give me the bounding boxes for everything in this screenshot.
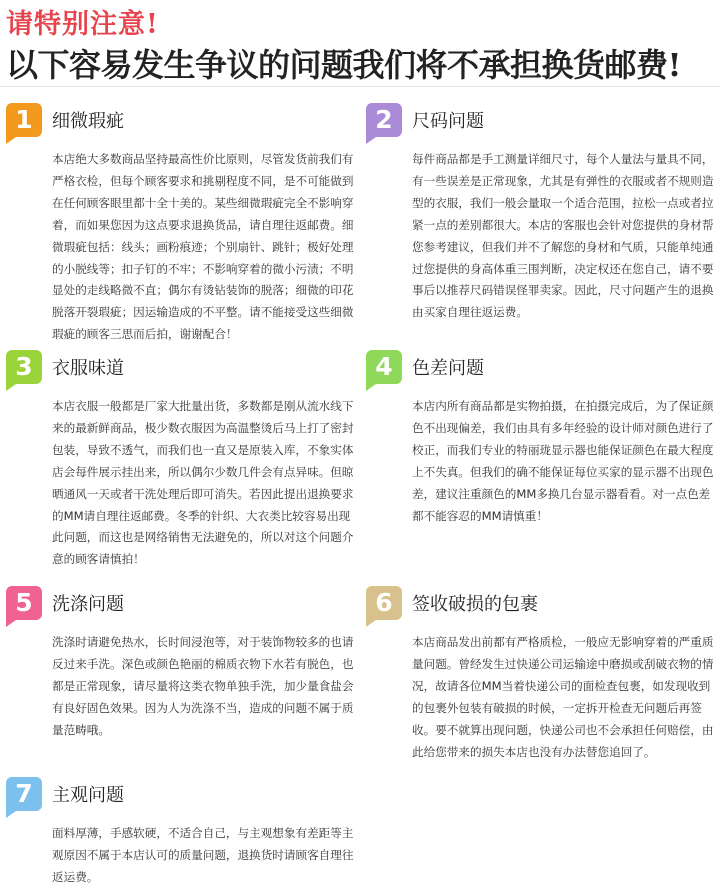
section-body: 每件商品都是手工测量详细尺寸，每个人量法与量具不同，有一些误差是正常现象，尤其是有弹性的衣服或者不规则造型的衣服，我们一般会量取一个适合范围，拉松一点或者拉紧一点的差别都很大。本店的客服也会针对您提供的身材帮您参考建议，但我们并不了解您的身材和气质，只能单纯通过您提供的身高体重三围判断，决定权还在您自己，请不要事后以推荐尺码错误怪罪卖家。因此，尺寸问题产生的退换由买家自理往返运费。 <box>412 152 714 320</box>
section-title: 洗涤问题 <box>52 594 124 615</box>
section-title: 主观问题 <box>52 785 124 806</box>
section-title: 细微瑕疵 <box>52 111 124 132</box>
section-number-badge: 2 <box>366 103 402 137</box>
section-number-badge: 6 <box>366 586 402 620</box>
section-number-badge: 5 <box>6 586 42 620</box>
section-body: 洗涤时请避免热水，长时间浸泡等，对于装饰物较多的也请反过来手洗。深色或颜色艳丽的棉质衣物下水若有脱色，也都是正常现象，请尽量将这类衣物单独手洗，加少量食盐会有良好固色效果。因为人为洗涤不当，造成的问题不属于质量范畴哦。 <box>52 635 354 737</box>
section-body: 本店绝大多数商品坚持最高性价比原则，尽管发货前我们有严格衣检，但每个顾客要求和挑剔程度不同，是不可能做到在任何顾客眼里都十全十美的。某些细微瑕疵完全不影响穿着，而如果您因为这点要求退换货品，请自理往返邮费。细微瑕疵包括：线头；画粉痕迹；个别扇针、跳针；极好处理的小脱线等；扣子钉的不牢；不影响穿着的微小污渍；不明显处的走线略微不直；偶尔有烫钻装饰的脱落；细微的印花脱落开裂瑕疵；因运输造成的不平整。请不能接受这些细微瑕疵的顾客三思而后拍，谢谢配合！ <box>52 152 354 342</box>
section-body: 本店内所有商品都是实物拍摄，在拍摄完成后，为了保证颜色不出现偏差，我们由具有多年经验的设计师对颜色进行了校正，而我们专业的特丽珑显示器也能保证颜色在最大程度上不失真。但我们的确不能保证每位买家的显示器不出现色差，建议注重颜色的MM多换几台显示器看看。对一点色差都不能容忍的MM请慎重！ <box>412 399 714 523</box>
section-number-badge: 3 <box>6 350 42 384</box>
section-title: 衣服味道 <box>52 358 124 379</box>
section-body: 本店商品发出前都有严格质检，一般应无影响穿着的严重质量问题。曾经发生过快递公司运输途中磨损或刮破衣物的情况，故请各位MM当着快递公司的面检查包裹，如发现收到的包裹外包装有破损的时候，一定拆开检查无问题后再签收。要不就算出现问题，快递公司也不会承担任何赔偿，由此给您带来的损失本店也没有办法替您追回了。 <box>412 635 714 759</box>
notice-heading: 以下容易发生争议的问题我们将不承担换货邮费! <box>6 46 682 84</box>
section-title: 色差问题 <box>412 358 484 379</box>
section-body: 面料厚薄，手感软硬，不适合自己，与主观想象有差距等主观原因不属于本店认可的质量问题，退换货时请顾客自理往返运费。 <box>52 826 354 884</box>
section-number-badge: 7 <box>6 777 42 811</box>
section-title: 尺码问题 <box>412 111 484 132</box>
section-number-badge: 4 <box>366 350 402 384</box>
divider <box>0 86 720 87</box>
section-title: 签收破损的包裹 <box>412 594 538 615</box>
section-number-badge: 1 <box>6 103 42 137</box>
warning-heading: 请特别注意! <box>6 9 159 40</box>
section-body: 本店衣服一般都是厂家大批量出货，多数都是刚从流水线下来的最新鲜商品，极少数衣服因为高温整烫后马上打了密封包装，导致不透气，而我们也一直又是原装入库，不象实体店会每件展示挂出来，所以偶尔少数几件会有点异味。但晾晒通风一天或者干洗处理后即可消失。若因此提出退换要求的MM请自理往返邮费。冬季的针织、大衣类比较容易出现此问题，而这也是网络销售无法避免的，所以对这个问题介意的顾客请慎拍！ <box>52 399 354 567</box>
